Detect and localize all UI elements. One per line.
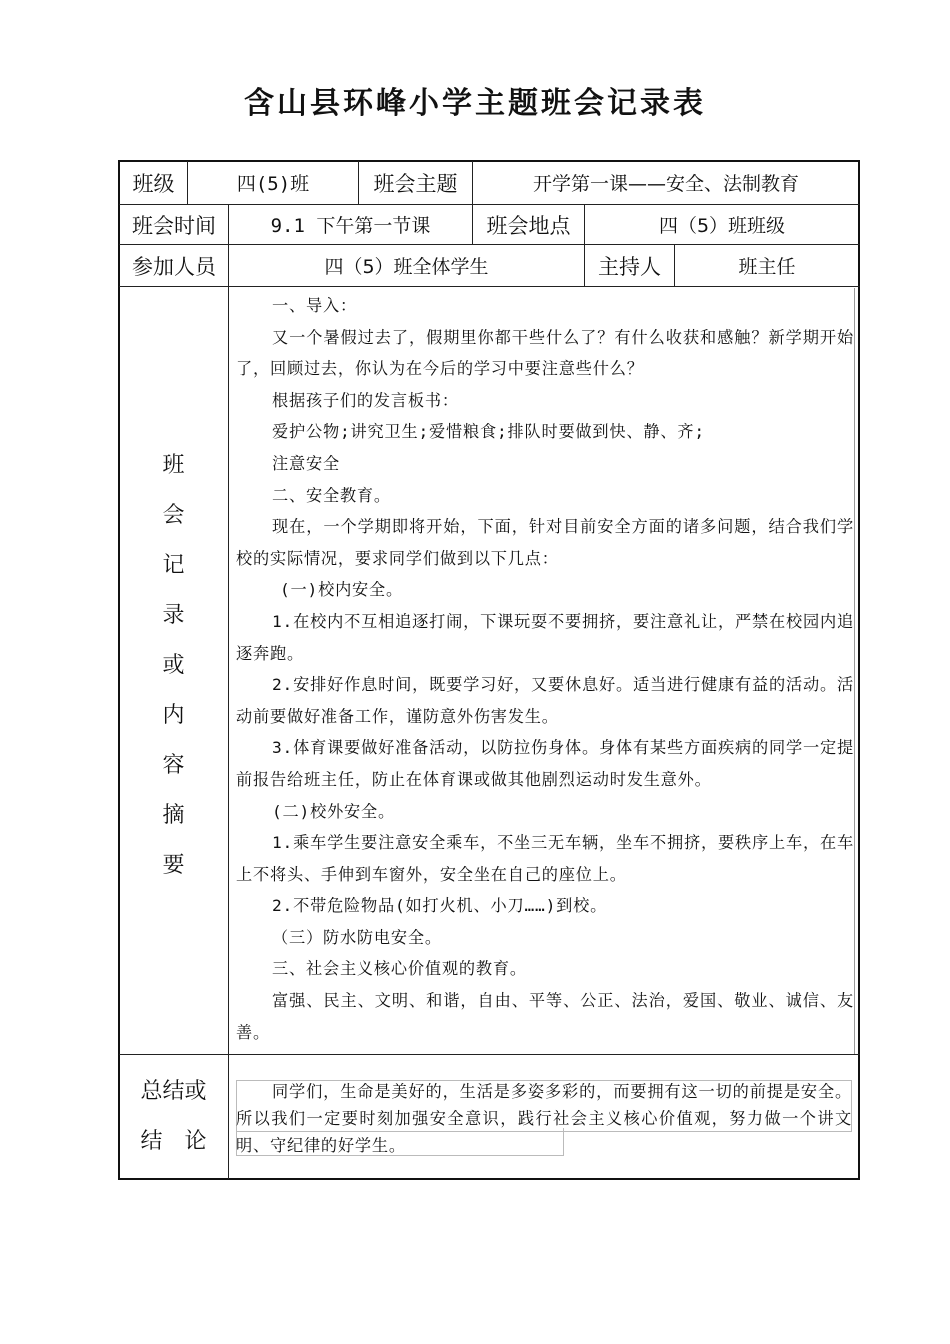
- record-content: [236, 290, 854, 1048]
- time-label: 班会时间: [132, 213, 216, 238]
- row-divider: [119, 1054, 860, 1055]
- participants-label: 参加人员: [132, 254, 216, 279]
- record-paragraph: 注意安全: [272, 453, 340, 473]
- record-paragraph: (二)校外安全。: [272, 801, 396, 821]
- time-value: 9.1 下午第一节课: [270, 215, 431, 237]
- theme-value: 开学第一课——安全、法制教育: [532, 173, 799, 195]
- record-paragraph: 富强、民主、文明、和谐，自由、平等、公正、法治，爱国、敬业、诚信、友善。: [236, 991, 854, 1042]
- record-label-char: 会: [162, 503, 185, 528]
- record-paragraph: (一)校内安全。: [280, 580, 404, 600]
- record-paragraph: 一、导入：: [272, 296, 357, 315]
- record-label-char: 或: [162, 653, 185, 678]
- record-paragraph: 1.在校内不互相追逐打闹，下课玩耍不要拥挤，要注意礼让，严禁在校园内追逐奔跑。: [236, 611, 854, 663]
- record-paragraph: 二、安全教育。: [272, 485, 391, 505]
- record-label: [120, 448, 227, 898]
- record-paragraph: 1.乘车学生要注意安全乘车，不坐三无车辆，坐车不拥挤，要秩序上车，在车上不将头、手伸到车窗外，安全坐在自己的座位上。: [236, 833, 854, 884]
- record-paragraph: 三、社会主义核心价值观的教育。: [272, 959, 527, 979]
- place-value: 四（5）班班级: [658, 215, 786, 237]
- record-paragraph: 根据孩子们的发言板书：: [272, 390, 459, 410]
- class-value: 四(5)班: [236, 173, 310, 195]
- row-divider: [119, 286, 860, 287]
- host-value: 班主任: [738, 256, 796, 278]
- theme-label: 班会主题: [373, 171, 458, 196]
- host-label: 主持人: [598, 254, 661, 279]
- record-label-char: 摘: [162, 803, 185, 828]
- record-paragraph: 又一个暑假过去了，假期里你都干些什么了？有什么收获和感触？新学期开始了，回顾过去，你认为在今后的学习中要注意些什么？: [236, 327, 854, 379]
- place-label: 班会地点: [486, 213, 571, 238]
- summary-text-area: [236, 1078, 852, 1159]
- page-title: 含山县环峰小学主题班会记录表: [244, 86, 706, 121]
- record-label-char: 记: [162, 553, 185, 578]
- content-inner-border: [854, 288, 855, 1054]
- summary-label-line1: 总结或: [140, 1079, 207, 1104]
- record-label-char: 要: [162, 853, 185, 878]
- record-label-char: 录: [162, 603, 185, 628]
- summary-label-line2: 结 论: [140, 1129, 207, 1154]
- summary-text: 同学们，生命是美好的，生活是多姿多彩的，而要拥有这一切的前提是安全。所以我们一定要时刻加强安全意识，践行社会主义核心价值观，努力做一个讲文明、守纪律的好学生。: [236, 1082, 852, 1155]
- record-label-char: 内: [162, 703, 185, 728]
- col-divider: [228, 286, 229, 1179]
- record-paragraph: 3.体育课要做好准备活动，以防拉伤身体。身体有某些方面疾病的同学一定提前报告给班主任，防止在体育课或做其他剧烈运动时发生意外。: [236, 738, 854, 789]
- participants-value: 四（5）班全体学生: [324, 256, 489, 278]
- class-label: 班级: [132, 171, 175, 196]
- record-label-char: 班: [162, 453, 185, 478]
- record-paragraph: 爱护公物;讲究卫生;爱惜粮食;排队时要做到快、静、齐;: [272, 422, 705, 442]
- record-label-char: 容: [162, 753, 185, 778]
- record-paragraph: （三）防水防电安全。: [272, 927, 442, 947]
- record-paragraph: 2.安排好作息时间，既要学习好，又要休息好。适当进行健康有益的活动。活动前要做好准备工作，谨防意外伤害发生。: [236, 675, 854, 726]
- record-paragraph: 2.不带危险物品(如打火机、小刀……)到校。: [272, 896, 608, 916]
- record-paragraph: 现在，一个学期即将开始，下面，针对目前安全方面的诸多问题，结合我们学校的实际情况，要求同学们做到以下几点：: [236, 517, 854, 568]
